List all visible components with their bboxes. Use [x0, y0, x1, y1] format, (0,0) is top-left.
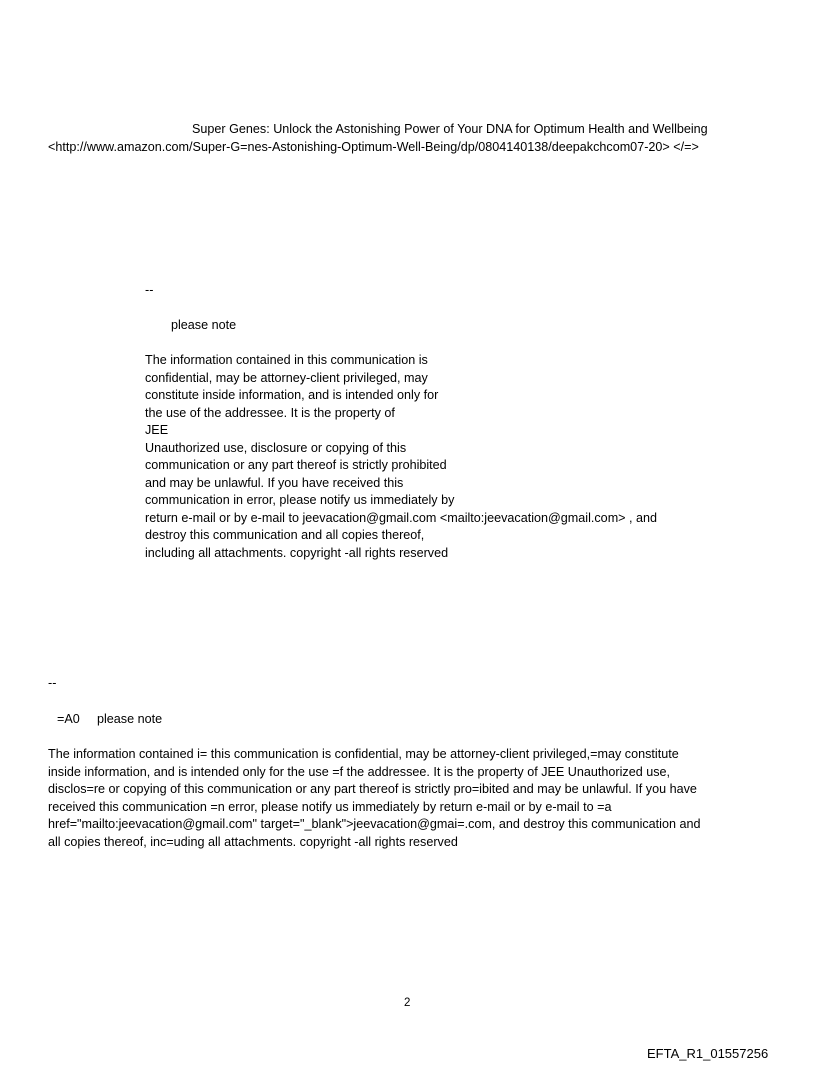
sig1-disclaimer: [145, 352, 657, 562]
sig1-line: JEE: [145, 423, 169, 437]
sig2-disclaimer: [48, 746, 700, 851]
sig1-line: Unauthorized use, disclosure or copying of this: [145, 440, 407, 455]
sig1-line: and may be unlawful. If you have received this: [145, 475, 404, 490]
sig2-line: The information contained i= this communication is confidential, may be attorney-client privileged,=may constitute: [48, 747, 679, 761]
sig1-line: confidential, may be attorney-client privileged, may: [145, 370, 428, 385]
sig1-line: destroy this communication and all copies thereof,: [145, 528, 425, 542]
sig2-note-prefix: =A0: [57, 712, 80, 726]
sig2-line: all copies thereof, inc=uding all attachments. copyright -all rights reserved: [48, 834, 458, 849]
document-id: EFTA_R1_01557256: [647, 1046, 769, 1061]
sig1-dash: --: [145, 283, 154, 297]
sig1-line: constitute inside information, and is intended only for: [145, 388, 439, 402]
sig2-please-note: please note: [97, 712, 163, 726]
sig2-line: disclos=re or copying of this communication or any part thereof is strictly pro=ibited and may be unlawful. If you have: [48, 782, 697, 796]
sig2-email-line[interactable]: href="mailto:jeevacation@gmail.com" target="_blank">jeevacation@gmai=.com, and destroy this communication and: [48, 817, 701, 831]
page-number: 2: [404, 997, 411, 1009]
book-url-line[interactable]: <http://www.amazon.com/Super-G=nes-Astonishing-Optimum-Well-Being/dp/0804140138/deepakchcom07-20> </=>: [48, 140, 699, 154]
book-title-line: Super Genes: Unlock the Astonishing Power of Your DNA for Optimum Health and Wellbeing: [192, 122, 708, 136]
sig1-line: communication or any part thereof is strictly prohibited: [145, 458, 447, 472]
sig1-email-line[interactable]: return e-mail or by e-mail to jeevacation@gmail.com <mailto:jeevacation@gmail.com> , and: [145, 510, 658, 525]
sig1-line: communication in error, please notify us immediately by: [145, 493, 455, 507]
sig1-line: The information contained in this communication is: [145, 353, 428, 367]
sig1-please-note: please note: [171, 318, 237, 332]
sig2-line: received this communication =n error, please notify us immediately by return e-mail or by e-mail to =a: [48, 799, 612, 814]
sig1-line: the use of the addressee. It is the property of: [145, 405, 395, 420]
sig2-line: inside information, and is intended only for the use =f the addressee. It is the property of JEE Unauthorized use,: [48, 764, 671, 779]
sig1-line: including all attachments. copyright -all rights reserved: [145, 545, 449, 560]
sig2-dash: --: [48, 676, 57, 690]
